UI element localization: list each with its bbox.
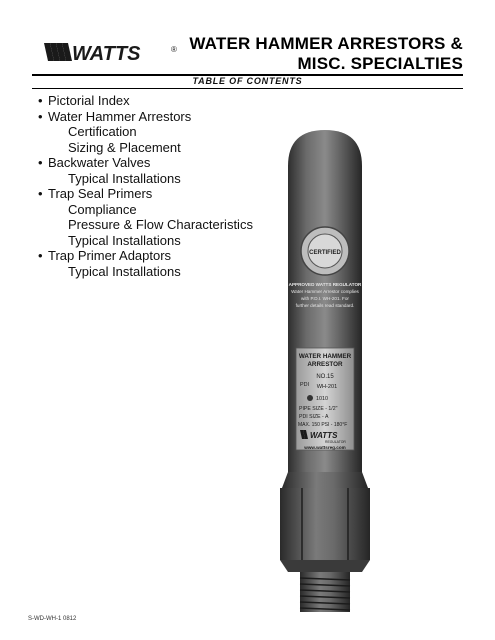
certification-seal (301, 227, 349, 275)
bullet-icon: • (38, 93, 43, 108)
bullet-icon: • (38, 108, 43, 124)
registered-mark: ® (171, 45, 177, 54)
toc-entry-text: Water Hammer Arrestors (48, 108, 192, 124)
approval-line-3: with P.D.I. WH-201. For (301, 296, 349, 301)
toc-entry-text: Typical Installations (68, 232, 181, 248)
label-title-1: WATER HAMMER (298, 353, 352, 360)
toc-entry-text: Pressure & Flow Characteristics (68, 217, 253, 232)
label-pipe-size: PIPE SIZE - 1/2" (299, 406, 338, 412)
toc-entry-text: Backwater Valves (48, 155, 151, 170)
toc-entry (38, 93, 278, 109)
toc-entry-text: Typical Installations (68, 170, 181, 186)
logo-wordmark: WATTS (72, 43, 141, 64)
arrestor-cap (288, 130, 362, 186)
toc-entry-text: Typical Installations (68, 263, 181, 279)
label-code: 1010 (316, 396, 328, 402)
toc-entry-text: Trap Primer Adaptors (48, 248, 172, 263)
toc-entry-text: Trap Seal Primers (48, 186, 153, 201)
document-code: S-WD-WH-1 0812 (28, 616, 77, 622)
page-title (189, 34, 463, 74)
approval-line-1: APPROVED WATTS REGULATOR (288, 282, 362, 287)
title-line-1: WATER HAMMER ARRESTORS & (189, 34, 463, 53)
toc-entry (38, 109, 278, 125)
toc-entry-text: Certification (68, 124, 137, 139)
toc-entry-text: Pictorial Index (48, 93, 130, 108)
label-standard: WH-201 (316, 384, 338, 390)
bullet-icon: • (38, 248, 43, 263)
table-of-contents-label: TABLE OF CONTENTS (192, 76, 303, 86)
header-rule-bottom (32, 88, 463, 89)
label-brand-sub: REGULATOR (325, 440, 346, 444)
toc-entry-text: Sizing & Placement (68, 139, 181, 155)
label-title-2: ARRESTOR (307, 361, 343, 368)
label-pdi: PDI (300, 382, 309, 388)
toc-entry-text: Compliance (68, 201, 137, 217)
bullet-icon: • (38, 155, 43, 170)
title-line-2: MISC. SPECIALTIES (297, 54, 463, 73)
label-pdi-size: PDI SIZE - A (299, 414, 329, 420)
seal-text: CERTIFIED (309, 250, 341, 256)
label-url: www.wattsreg.com (304, 445, 346, 450)
water-hammer-arrestor-image (230, 126, 420, 616)
hex-nut (280, 488, 370, 560)
label-max-rating: MAX. 150 PSI - 180°F (298, 422, 348, 428)
approval-line-2: Water Hammer Arrestor complies (291, 289, 359, 294)
arrestor-shoulder (282, 472, 368, 488)
bullet-icon: • (38, 186, 43, 201)
label-brand: WATTS (310, 431, 338, 440)
approval-line-4: further details read standard. (295, 303, 355, 308)
label-model: NO.15 (316, 374, 334, 380)
watts-logo (44, 40, 184, 64)
